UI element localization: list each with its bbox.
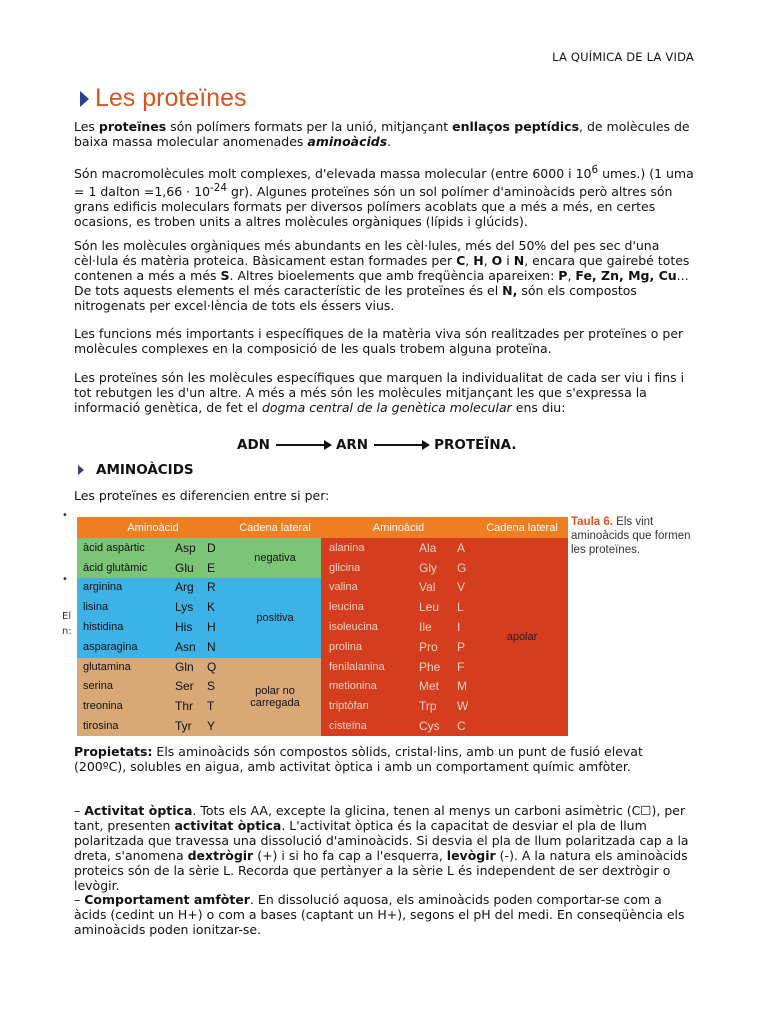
aminoacid-code3: Gln: [175, 659, 194, 674]
aminoacid-code1: M: [457, 679, 467, 694]
aminoacid-code3: Gly: [419, 560, 437, 575]
aminoacid-code1: T: [207, 699, 215, 714]
aminoacid-code1: A: [457, 540, 466, 555]
aminoacid-name: fenilalanina: [329, 660, 385, 673]
aminoacid-name: asparagina: [83, 640, 138, 653]
aminoacid-name: histidina: [83, 621, 124, 634]
aminoacid-code3: Pro: [419, 639, 438, 654]
lateral-negativa: negativa: [254, 552, 296, 564]
aminoacid-code1: D: [207, 540, 216, 555]
aminoacid-code1: Y: [207, 719, 216, 734]
aminoacid-code3: Tyr: [175, 719, 192, 734]
subsection-heading: [78, 462, 194, 478]
table-caption: [571, 515, 701, 557]
table-left-column: [77, 538, 321, 736]
aminoacid-code1: C: [457, 719, 466, 734]
header-lateral-left: Cadena lateral: [239, 521, 311, 534]
aminoacid-code1: Q: [207, 659, 217, 674]
triangle-bullet-icon: [80, 91, 89, 107]
aminoacid-name: cisteïna: [329, 720, 367, 733]
paragraph-macromolecules: Són macromolècules molt complexes, d'elevada massa molecular (entre 6000 i $10^6$ umes.) (1 uma = 1 dalton $=1,66 \cdot 10^{-24}$ gr). Algunes proteïnes són un sol polímer d'aminoàcids però altres són grans edificis moleculars formats per diversos polímers acoblats que a més a més, en certes ocasions, es troben units a altres molècules orgàniques (lípids i glúcids).: [74, 164, 694, 230]
lateral-polar: polar no carregada: [250, 685, 300, 709]
header-aminoacid-left: Aminoàcid: [127, 521, 179, 534]
side-mark: •: [62, 574, 68, 585]
aminoacid-code1: F: [457, 659, 465, 674]
table-row: [77, 538, 321, 558]
table-row: [77, 637, 321, 657]
caption-label: Taula 6.: [571, 516, 613, 528]
table-right-column: [321, 538, 568, 736]
aminoacid-name: isoleucina: [329, 621, 378, 634]
aminoacid-code1: H: [207, 620, 216, 635]
side-mark: El: [62, 611, 72, 622]
table-row: [77, 578, 321, 598]
paragraph-amphoteric: – Comportament amfòter. En dissolució aquosa, els aminoàcids poden comportar-se com a àcids (cedint un H+) o com a bases (captant un H+), segons el pH del medi. En conseqüència els aminoàcids poden ionitzar-se.: [74, 892, 685, 937]
paragraph-optical-activity: – Activitat òptica. Tots els AA, excepte la glicina, tenen al menys un carboni asimètric (C☐), per tant, presenten activitat òptica. L'activitat òptica és la capacitat de desviar el pla de llum polaritzada que travessa una dissolució d'aminoàcids. Si desvia el pla de llum polaritzada cap a la dreta, s'anomena dextrògir (+) i si ho fa cap a l'esquerra, levògir (-). A la natura els aminoàcids proteics són de la sèrie L. Recorda que pertànyer a la sèrie L és independent de ser dextrògir o levògir.: [74, 803, 689, 893]
table-row: [77, 558, 321, 578]
side-mark: •: [62, 510, 68, 521]
paragraph-composition: Són les molècules orgàniques més abundants en les cèl·lules, més del 50% del pes sec d'una cèl·lula és matèria proteica. Bàsicament estan formades per C, H, O i N, encara que gairebé totes contenen a més a més S. Altres bioelements que amb freqüència apareixen: P, Fe, Zn, Mg, Cu... De tots aquests elements el més característic de les proteïnes és el N, són els compostos nitrogenats per excel·lència de tots els éssers vius.: [74, 238, 690, 313]
aminoacid-code3: Leu: [419, 600, 440, 615]
aminoacid-code3: Cys: [419, 719, 440, 734]
aminoacid-name: leucina: [329, 601, 364, 614]
aminoacid-code1: K: [207, 600, 216, 615]
aminoacid-name: serina: [83, 680, 113, 693]
aminoacid-code1: W: [457, 699, 469, 714]
header-aminoacid-right: Aminoàcid: [372, 521, 425, 534]
aminoacid-code3: Phe: [419, 659, 441, 674]
aminoacid-code3: Val: [419, 580, 436, 595]
subsection-title: AMINOÀCIDS: [96, 462, 194, 478]
section-title: [80, 84, 247, 113]
dogma-proteina: PROTEÏNA.: [434, 437, 517, 453]
central-dogma: [237, 437, 516, 453]
aminoacid-name: treonina: [83, 700, 123, 713]
aminoacid-code3: Lys: [175, 600, 194, 615]
aminoacid-name: metionina: [329, 680, 377, 693]
aminoacid-code1: E: [207, 560, 216, 575]
table-row: [77, 716, 321, 736]
aminoacid-code3: Asn: [175, 639, 196, 654]
aminoacid-name: àcid glutàmic: [83, 561, 148, 574]
lateral-apolar: apolar: [506, 631, 538, 643]
aminoacid-name: glicina: [329, 561, 361, 574]
aminoacid-name: glutamina: [83, 660, 131, 673]
aminoacid-code1: S: [207, 679, 216, 694]
aminoacid-code3: Arg: [175, 580, 194, 595]
aminoacid-code3: Glu: [175, 560, 194, 575]
aminoacid-code3: Thr: [175, 699, 193, 714]
lateral-positiva: positiva: [256, 612, 294, 624]
side-mark: n:: [62, 626, 72, 637]
aminoacid-code1: G: [457, 560, 467, 575]
table-row: [77, 696, 321, 716]
table-row: [77, 617, 321, 637]
aminoacid-code3: His: [175, 620, 193, 635]
aminoacid-code1: N: [207, 639, 216, 654]
aminoacid-code3: Trp: [419, 699, 437, 714]
header-lateral-right: Cadena lateral: [486, 521, 558, 534]
table-row: [77, 657, 321, 677]
caption-text: Els vint aminoàcids que formen les proteïnes.: [571, 516, 691, 556]
subsection-intro: Les proteïnes es diferencien entre si per:: [74, 488, 330, 503]
aminoacid-code1: I: [457, 620, 461, 635]
aminoacid-name: àcid aspàrtic: [83, 541, 145, 554]
table-header: [77, 517, 568, 538]
arrow-right-icon: [374, 444, 428, 446]
paragraph-properties: Propietats: Els aminoàcids són compostos sòlids, cristal·lins, amb un punt de fusió elevat (200ºC), solubles en aigua, amb activitat òptica i amb un comportament químic amfòter.: [74, 744, 643, 774]
section-title-text: Les proteïnes: [95, 84, 247, 112]
paragraph-individuality: Les proteïnes són les molècules específiques que marquen la individualitat de cada ser viu i fins i tot rebutgen les d'un altre. A més a més són les molècules mitjançant les que s'expressa la informació genètica, de fet el dogma central de la genètica molecular ens diu:: [74, 370, 685, 415]
aminoacid-name: arginina: [83, 581, 123, 594]
paragraph-functions: Les funcions més importants i específiques de la matèria viva són realitzades per proteïnes o per molècules complexes en la composició de les quals trobem alguna proteïna.: [74, 326, 684, 356]
running-header: LA QUÍMICA DE LA VIDA: [552, 50, 694, 64]
triangle-bullet-icon: [78, 465, 84, 475]
aminoacid-code1: R: [207, 580, 216, 595]
arrow-right-icon: [276, 444, 330, 446]
aminoacid-code1: P: [457, 639, 466, 654]
dogma-adn: ADN: [237, 437, 270, 453]
aminoacid-code3: Met: [419, 679, 440, 694]
dogma-arn: ARN: [335, 437, 369, 453]
table-row: [77, 677, 321, 697]
aminoacid-code1: V: [457, 580, 466, 595]
table-row: [77, 597, 321, 617]
aminoacid-code3: Ile: [419, 620, 432, 635]
aminoacid-code3: Ala: [419, 540, 437, 555]
amino-acid-table: [77, 517, 568, 736]
aminoacid-code3: Asp: [175, 540, 196, 555]
aminoacid-name: valina: [329, 581, 358, 594]
paragraph-intro: Les proteïnes són polímers formats per la unió, mitjançant enllaços peptídics, de molècules de baixa massa molecular anomenades aminoàcids.: [74, 119, 690, 149]
aminoacid-name: tirosina: [83, 720, 119, 733]
aminoacid-name: prolina: [329, 640, 363, 653]
aminoacid-code3: Ser: [175, 679, 194, 694]
aminoacid-code1: L: [457, 600, 464, 615]
aminoacid-name: triptòfan: [329, 700, 369, 713]
aminoacid-name: lisina: [83, 601, 109, 614]
aminoacid-name: alanina: [329, 541, 365, 554]
